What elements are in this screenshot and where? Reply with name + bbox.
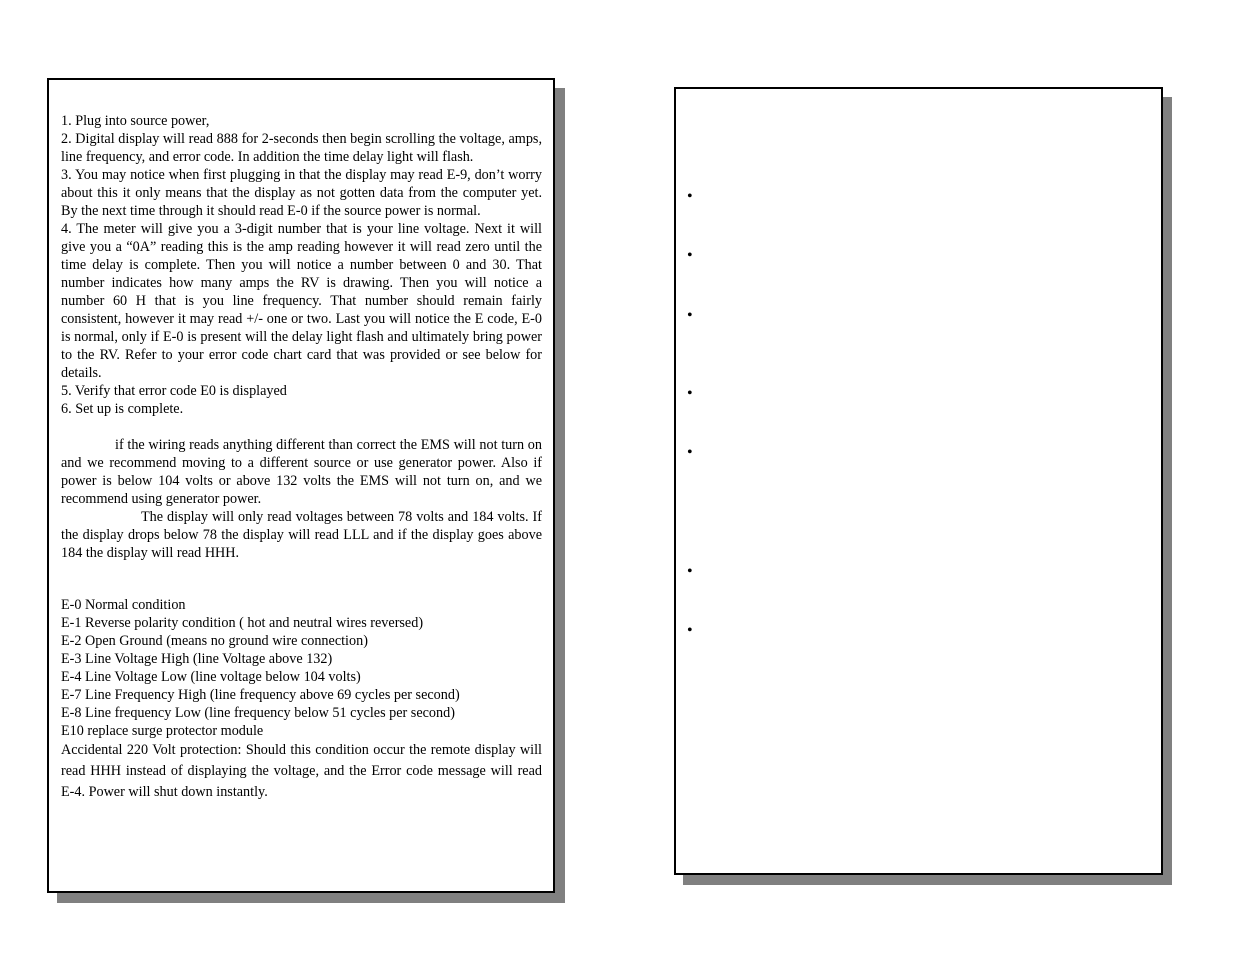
bullet-marker: • <box>687 622 693 639</box>
error-code-e7: E-7 Line Frequency High (line frequency above 69 cycles per second) <box>61 687 460 703</box>
wiring-note <box>61 436 542 508</box>
left-page <box>47 78 555 893</box>
bullet-marker: • <box>687 563 693 580</box>
step-5: 5. Verify that error code E0 is displayed <box>61 383 287 399</box>
step-6: 6. Set up is complete. <box>61 401 184 417</box>
error-code-e10: E10 replace surge protector module <box>61 723 264 739</box>
bullet-marker: • <box>687 444 693 461</box>
display-note <box>61 508 542 562</box>
error-code-e4: E-4 Line Voltage Low (line voltage below 104 volts) <box>61 669 361 685</box>
step-1: 1. Plug into source power, <box>61 113 210 129</box>
protection-note: Accidental 220 Volt protection: Should this condition occur the remote display will read HHH instead of displaying the voltage, and the Error code message will read E-4. Power will shut down instantly. <box>61 742 542 800</box>
bullet-marker: • <box>687 307 693 324</box>
bullet-marker: • <box>687 247 693 264</box>
right-page <box>674 87 1163 875</box>
step-3: 3. You may notice when first plugging in that the display may read E-9, don’t worry about this it only means that the display as not gotten data from the computer yet. By the next time through it should read E-0 if the source power is normal. <box>61 167 542 219</box>
wiring-note-text: if the wiring reads anything different than correct the EMS will not turn on and we recommend moving to a different source or use generator power. Also if power is below 104 volts or above 132 volts the EMS will not turn on, and we recommend using generator power. <box>61 437 542 507</box>
error-code-e8: E-8 Line frequency Low (line frequency below 51 cycles per second) <box>61 705 455 721</box>
display-note-text: The display will only read voltages between 78 volts and 184 volts. If the display drops below 78 the display will read LLL and if the display goes above 184 the display will read HHH. <box>61 509 542 561</box>
error-code-e3: E-3 Line Voltage High (line Voltage above 132) <box>61 651 333 667</box>
error-code-e0: E-0 Normal condition <box>61 597 186 613</box>
bullet-marker: • <box>687 385 693 402</box>
bullet-marker: • <box>687 188 693 205</box>
step-4: 4. The meter will give you a 3-digit number that is your line voltage. Next it will give you a “0A” reading this is the amp reading however it will read zero until the time delay is complete. Then you will notice a number between 0 and 30. That number indicates how many amps the RV is drawing. Then you will notice a number 60 H that is you line frequency. That number should remain fairly consistent, however it may read +/- one or two. Last you will notice the E code, E-0 is normal, only if E-0 is present will the delay light flash and ultimately bring power to the RV. Refer to your error code chart card that was provided or see below for details. <box>61 221 542 381</box>
error-code-e2: E-2 Open Ground (means no ground wire connection) <box>61 633 368 649</box>
step-2: 2. Digital display will read 888 for 2-seconds then begin scrolling the voltage, amps, line frequency, and error code. In addition the time delay light will flash. <box>61 131 542 165</box>
left-page-text <box>61 112 542 803</box>
error-code-e1: E-1 Reverse polarity condition ( hot and neutral wires reversed) <box>61 615 424 631</box>
